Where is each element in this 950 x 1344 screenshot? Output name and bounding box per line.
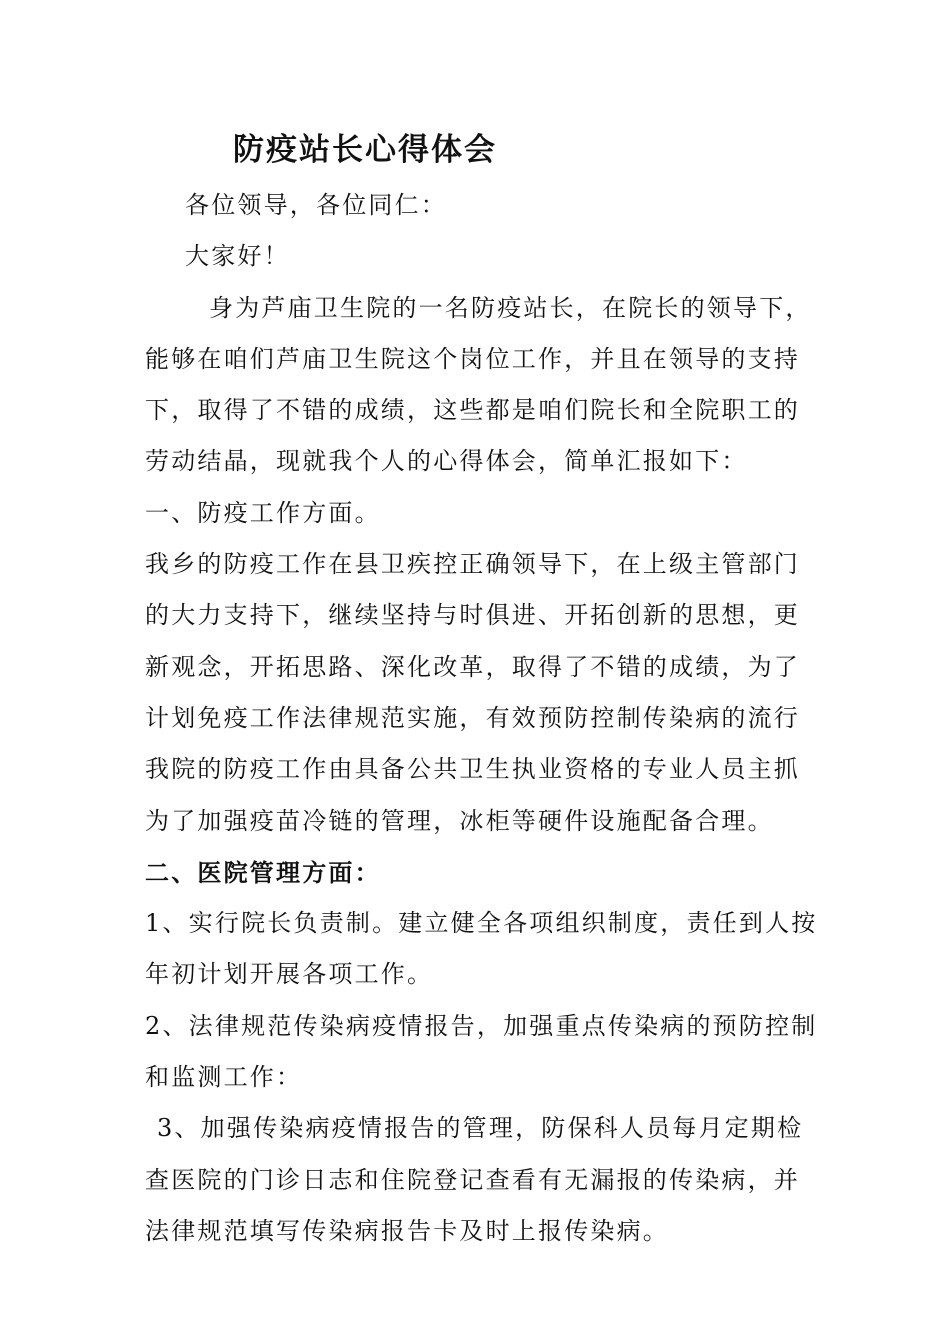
list-item-1: 1、实行院长负责制。建立健全各项组织制度，责任到人按: [145, 909, 818, 938]
salutation-line: 各位领导，各位同仁：: [185, 191, 447, 219]
paragraph-line: 计划免疫工作法律规范实施，有效预防控制传染病的流行: [145, 703, 800, 732]
document-body: [145, 180, 818, 1257]
paragraph-line: 我乡的防疫工作在县卫疾控正确领导下，在上级主管部门: [145, 550, 800, 579]
list-item-3: 3、加强传染病疫情报告的管理，防保科人员每月定期检: [157, 1114, 804, 1143]
section-heading-2: 二、医院管理方面：: [145, 857, 381, 887]
list-item-3-cont: 查医院的门诊日志和住院登记查看有无漏报的传染病，并: [145, 1165, 800, 1194]
paragraph-line: 我院的防疫工作由具备公共卫生执业资格的专业人员主抓: [145, 755, 800, 784]
list-item-2-cont: 和监测工作：: [145, 1063, 303, 1092]
paragraph-line: 为了加强疫苗冷链的管理，冰柜等硬件设施配备合理。: [145, 806, 774, 835]
paragraph-line: 能够在咱们芦庙卫生院这个岗位工作，并且在领导的支持: [145, 344, 800, 373]
list-item-3-cont: 法律规范填写传染病报告卡及时上报传染病。: [145, 1216, 669, 1245]
paragraph-line: 劳动结晶，现就我个人的心得体会，简单汇报如下：: [145, 447, 748, 476]
paragraph-line: 新观念，开拓思路、深化改革，取得了不错的成绩，为了: [145, 652, 800, 681]
document-title: 防疫站长心得体会: [233, 132, 497, 168]
paragraph-line: 下，取得了不错的成绩，这些都是咱们院长和全院职工的: [145, 396, 800, 425]
list-item-1-cont: 年初计划开展各项工作。: [145, 960, 434, 989]
section-heading-1: 一、防疫工作方面。: [145, 498, 381, 527]
list-item-2: 2、法律规范传染病疫情报告，加强重点传染病的预防控制: [145, 1011, 818, 1040]
paragraph-line: 的大力支持下，继续坚持与时俱进、开拓创新的思想，更: [145, 601, 800, 630]
greeting-line: 大家好！: [185, 242, 290, 271]
paragraph-line: 身为芦庙卫生院的一名防疫站长，在院长的领导下，: [209, 293, 812, 322]
